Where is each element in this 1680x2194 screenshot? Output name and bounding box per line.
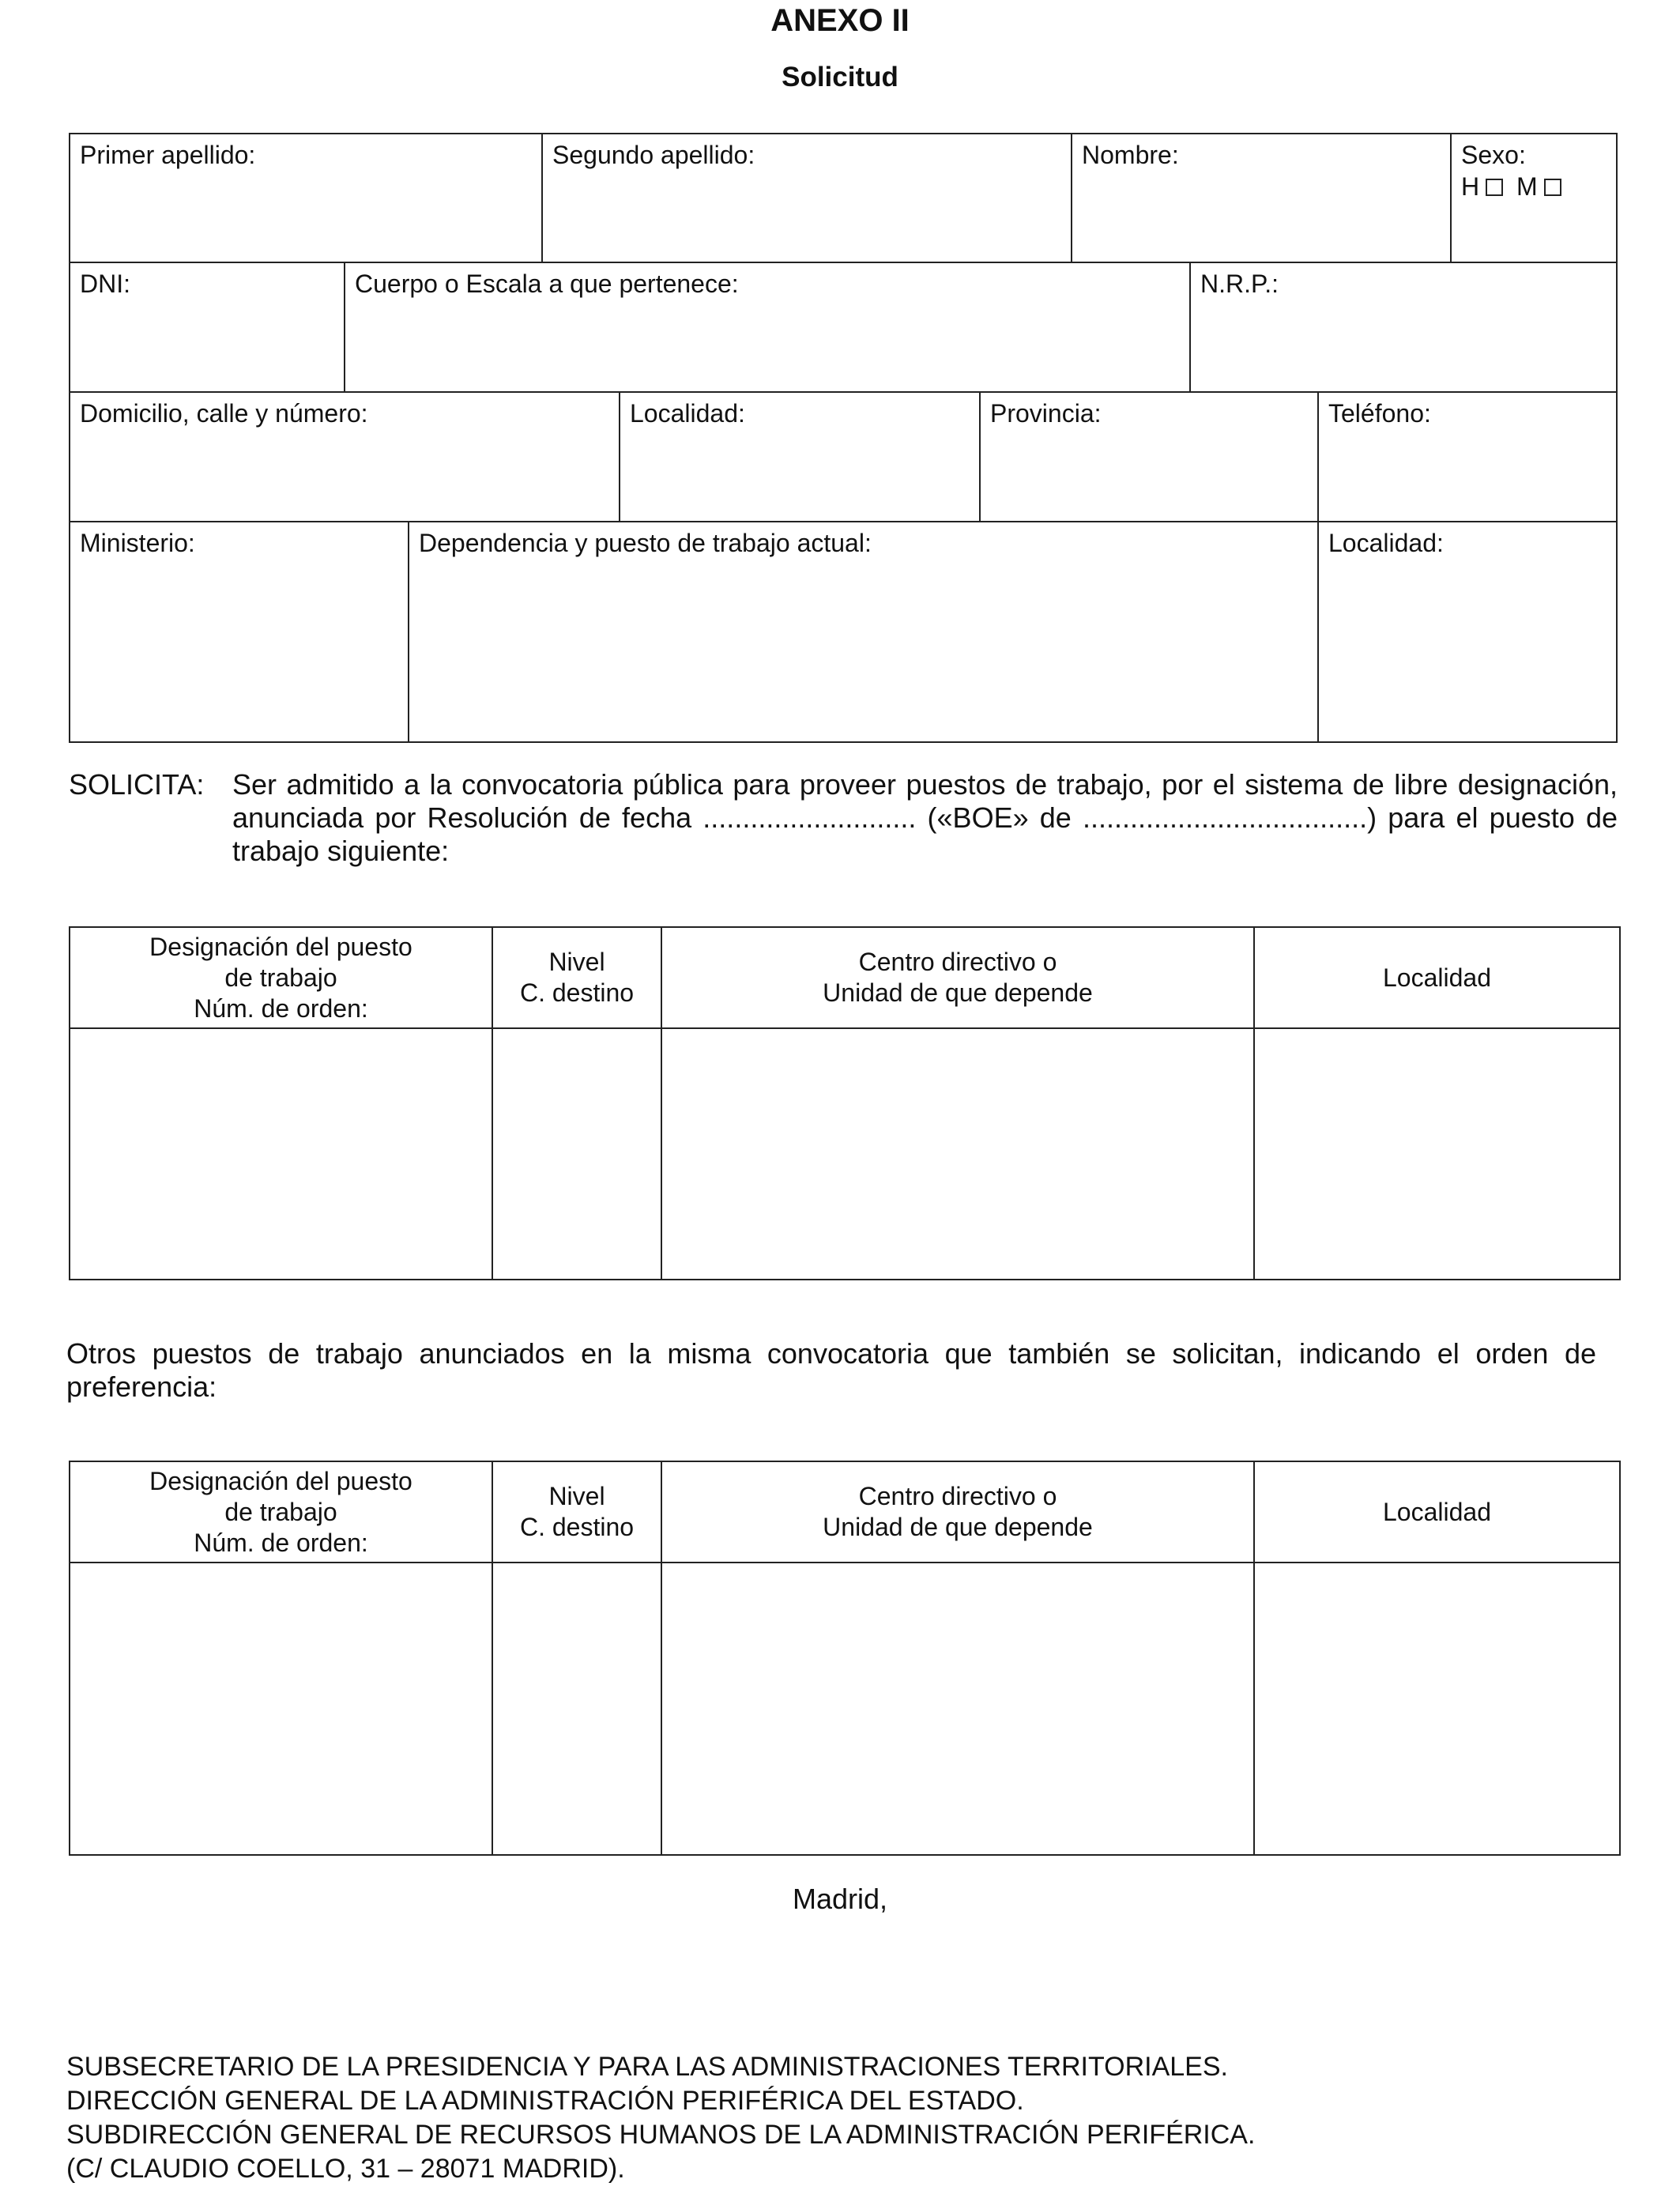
nivel-cell[interactable] [492,1028,661,1280]
header-localidad: Localidad [1254,1461,1620,1563]
form-row-dni [69,263,1618,393]
header-nivel-line1: Nivel [548,948,605,976]
table-row [70,1563,1620,1855]
dependencia-field[interactable] [409,522,1319,741]
dni-label: DNI: [80,270,130,298]
address-line-2: DIRECCIÓN GENERAL DE LA ADMINISTRACIÓN PERIFÉRICA DEL ESTADO. [66,2086,1024,2116]
localidad-label: Localidad: [630,399,745,428]
centro-cell[interactable] [661,1563,1254,1855]
header-centro [661,927,1254,1028]
localidad-cell[interactable] [1254,1028,1620,1280]
address-line-3: SUBDIRECCIÓN GENERAL DE RECURSOS HUMANOS DE LA ADMINISTRACIÓN PERIFÉRICA. [66,2120,1256,2150]
header-nivel [492,927,661,1028]
nombre-label: Nombre: [1082,141,1179,169]
domicilio-field[interactable] [70,393,620,521]
domicilio-label: Domicilio, calle y número: [80,399,368,428]
localidad-cell[interactable] [1254,1563,1620,1855]
header-designacion-line3: Núm. de orden: [194,993,368,1023]
segundo-apellido-field[interactable] [543,134,1072,262]
primer-apellido-field[interactable] [70,134,543,262]
header-nivel-line1: Nivel [548,1482,605,1510]
header-centro-line2: Unidad de que depende [823,1513,1093,1541]
ministerio-label: Ministerio: [80,529,195,557]
localidad-field[interactable] [620,393,981,521]
provincia-label: Provincia: [990,399,1102,428]
telefono-label: Teléfono: [1328,399,1431,428]
solicita-paragraph [69,768,1618,868]
header-nivel-line2: C. destino [519,978,635,1007]
header-centro [661,1461,1254,1563]
recipient-address [66,2050,1255,2186]
otros-table-header [70,1461,1620,1563]
header-nivel-line2: C. destino [519,1513,635,1541]
ministerio-field[interactable] [70,522,409,741]
telefono-field[interactable] [1319,393,1616,521]
sexo-m-label: M [1516,172,1538,201]
address-line-1: SUBSECRETARIO DE LA PRESIDENCIA Y PARA LAS ADMINISTRACIONES TERRITORIALES. [66,2052,1228,2082]
localidad-actual-field[interactable] [1319,522,1616,741]
puesto-table-header [70,927,1620,1028]
header-centro-line2: Unidad de que depende [823,978,1093,1007]
otros-puestos-text: Otros puestos de trabajo anunciados en la misma convocatoria que también se solicitan, indicando el orden de preferencia: [66,1337,1596,1403]
segundo-apellido-label: Segundo apellido: [552,141,755,169]
personal-data-form [69,133,1618,743]
header-designacion-line3: Núm. de orden: [194,1528,368,1557]
sexo-options [1461,171,1607,202]
centro-cell[interactable] [661,1028,1254,1280]
provincia-field[interactable] [981,393,1319,521]
nombre-field[interactable] [1072,134,1452,262]
header-designacion [70,927,492,1028]
header-nivel [492,1461,661,1563]
form-row-domicilio [69,393,1618,522]
form-row-names [69,133,1618,263]
sexo-label: Sexo: [1461,141,1526,169]
table-row [70,1028,1620,1280]
nrp-field[interactable] [1191,263,1616,391]
nrp-label: N.R.P.: [1200,270,1279,298]
sexo-h-label: H [1461,172,1480,201]
address-line-4: (C/ CLAUDIO COELLO, 31 – 28071 MADRID). [66,2154,625,2184]
cuerpo-field[interactable] [345,263,1191,391]
primer-apellido-label: Primer apellido: [80,141,256,169]
sexo-m-checkbox[interactable] [1544,179,1561,196]
place-date-line: Madrid, [792,1883,888,1915]
cuerpo-label: Cuerpo o Escala a que pertenece: [355,270,739,298]
nivel-cell[interactable] [492,1563,661,1855]
header-designacion-line1: Designación del puesto [149,932,412,961]
sexo-h-checkbox[interactable] [1486,179,1503,196]
header-designacion-line2: de trabajo [224,963,337,992]
solicita-label: SOLICITA: [69,768,205,801]
puesto-table [69,926,1621,1280]
solicita-text: Ser admitido a la convocatoria pública para proveer puestos de trabajo, por el sistema de libre designación, anunciada por Resolución de fecha ........................... («BOE» de ....................................) para el puesto de trabajo siguiente: [232,768,1618,867]
dependencia-label: Dependencia y puesto de trabajo actual: [419,529,872,557]
page-title: ANEXO II [770,3,910,38]
header-localidad: Localidad [1254,927,1620,1028]
header-designacion [70,1461,492,1563]
header-centro-line1: Centro directivo o [858,1482,1057,1510]
designacion-cell[interactable] [70,1563,492,1855]
dni-field[interactable] [70,263,345,391]
header-designacion-line2: de trabajo [224,1497,337,1526]
page-subtitle: Solicitud [782,62,898,92]
header-centro-line1: Centro directivo o [858,948,1057,976]
localidad-actual-label: Localidad: [1328,529,1444,557]
form-row-ministerio [69,522,1618,743]
sexo-field [1452,134,1616,262]
designacion-cell[interactable] [70,1028,492,1280]
header-designacion-line1: Designación del puesto [149,1466,412,1495]
otros-puestos-table [69,1461,1621,1856]
